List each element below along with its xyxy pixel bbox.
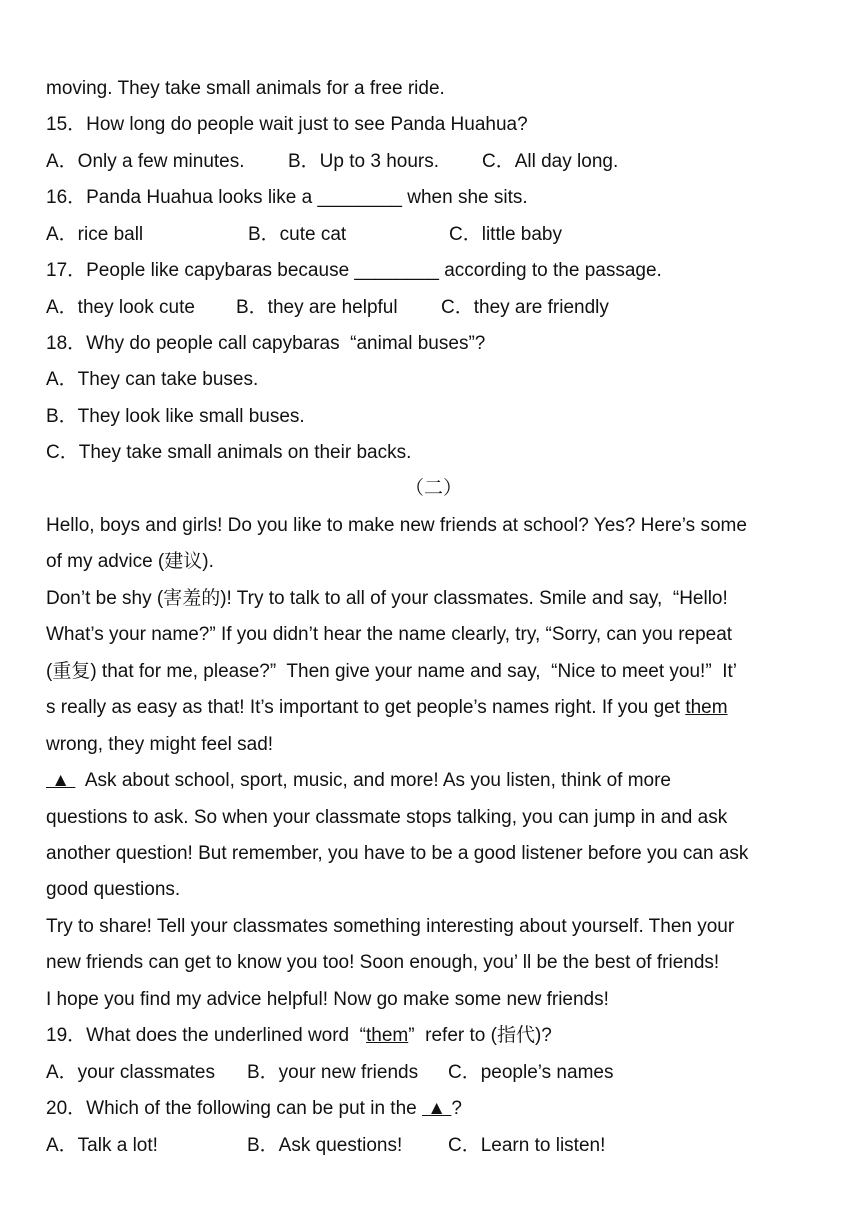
passage-line: Don’t be shy (害羞的)! Try to talk to all of your classmates. Smile and say, “Hello! [46,588,728,609]
question-text: 19．What does the underlined word “ [46,1025,367,1046]
question-text: 20．Which of the following can be put in the [46,1098,423,1119]
option-18-b: B．They look like small buses. [46,406,305,427]
option-19-b: B．your new friends [247,1062,419,1083]
passage-line: of my advice (建议). [46,551,214,572]
question-19 [46,1024,552,1048]
question-18: 18．Why do people call capybaras “animal buses”? [46,333,486,354]
option-17-a: A．they look cute [46,297,195,318]
question-20 [46,1097,462,1121]
option-20-a: A．Talk a lot! [46,1135,158,1156]
passage-line: I hope you find my advice helpful! Now go make some new friends! [46,989,609,1010]
blank-marker: ▲ [46,770,76,791]
passage-line: good questions. [46,879,181,900]
option-19-a: A．your classmates [46,1062,215,1083]
underlined-word-them: them [685,697,728,718]
option-18-c: C．They take small animals on their backs. [46,442,412,463]
option-18-a: A．They can take buses. [46,369,259,390]
passage-line: Hello, boys and girls! Do you like to make new friends at school? Yes? Here’s some [46,515,747,536]
question-17: 17．People like capybaras because ________ according to the passage. [46,260,662,281]
option-16-c: C．little baby [449,224,562,245]
passage-line: moving. They take small animals for a free ride. [46,78,445,99]
option-17-c: C．they are friendly [441,297,609,318]
passage-line [46,696,728,720]
option-16-b: B．cute cat [248,224,347,245]
option-16-a: A．rice ball [46,224,144,245]
option-17-b: B．they are helpful [236,297,398,318]
passage-line: new friends can get to know you too! Soon enough, you’ ll be the best of friends! [46,952,720,973]
passage-line: What’s your name?” If you didn’t hear the name clearly, try, “Sorry, can you repeat [46,624,733,645]
passage-line: another question! But remember, you have to be a good listener before you can ask [46,843,749,864]
question-text: ” refer to (指代)? [408,1025,552,1046]
passage-line: Try to share! Tell your classmates something interesting about yourself. Then your [46,916,735,937]
option-15-b: B．Up to 3 hours. [288,151,440,172]
option-15-a: A．Only a few minutes. [46,151,245,172]
option-20-c: C．Learn to listen! [448,1135,606,1156]
section-heading: （二） [404,478,462,499]
question-text: ? [451,1098,462,1119]
option-15-c: C．All day long. [482,151,619,172]
underlined-word-them: them [366,1025,409,1046]
blank-marker: ▲ [422,1098,452,1119]
passage-text: Ask about school, sport, music, and more! As you listen, think of more [75,770,671,791]
passage-line: wrong, they might feel sad! [46,734,274,755]
passage-text: s really as easy as that! It’s important to get people’s names right. If you get [46,697,686,718]
passage-line: (重复) that for me, please?” Then give your name and say, “Nice to meet you!” It’ [46,661,737,682]
question-16: 16．Panda Huahua looks like a ________ when she sits. [46,187,528,208]
passage-line: questions to ask. So when your classmate stops talking, you can jump in and ask [46,807,728,828]
option-19-c: C．people’s names [448,1062,614,1083]
question-15: 15．How long do people wait just to see Panda Huahua? [46,114,528,135]
passage-line [46,769,671,793]
option-20-b: B．Ask questions! [247,1135,403,1156]
